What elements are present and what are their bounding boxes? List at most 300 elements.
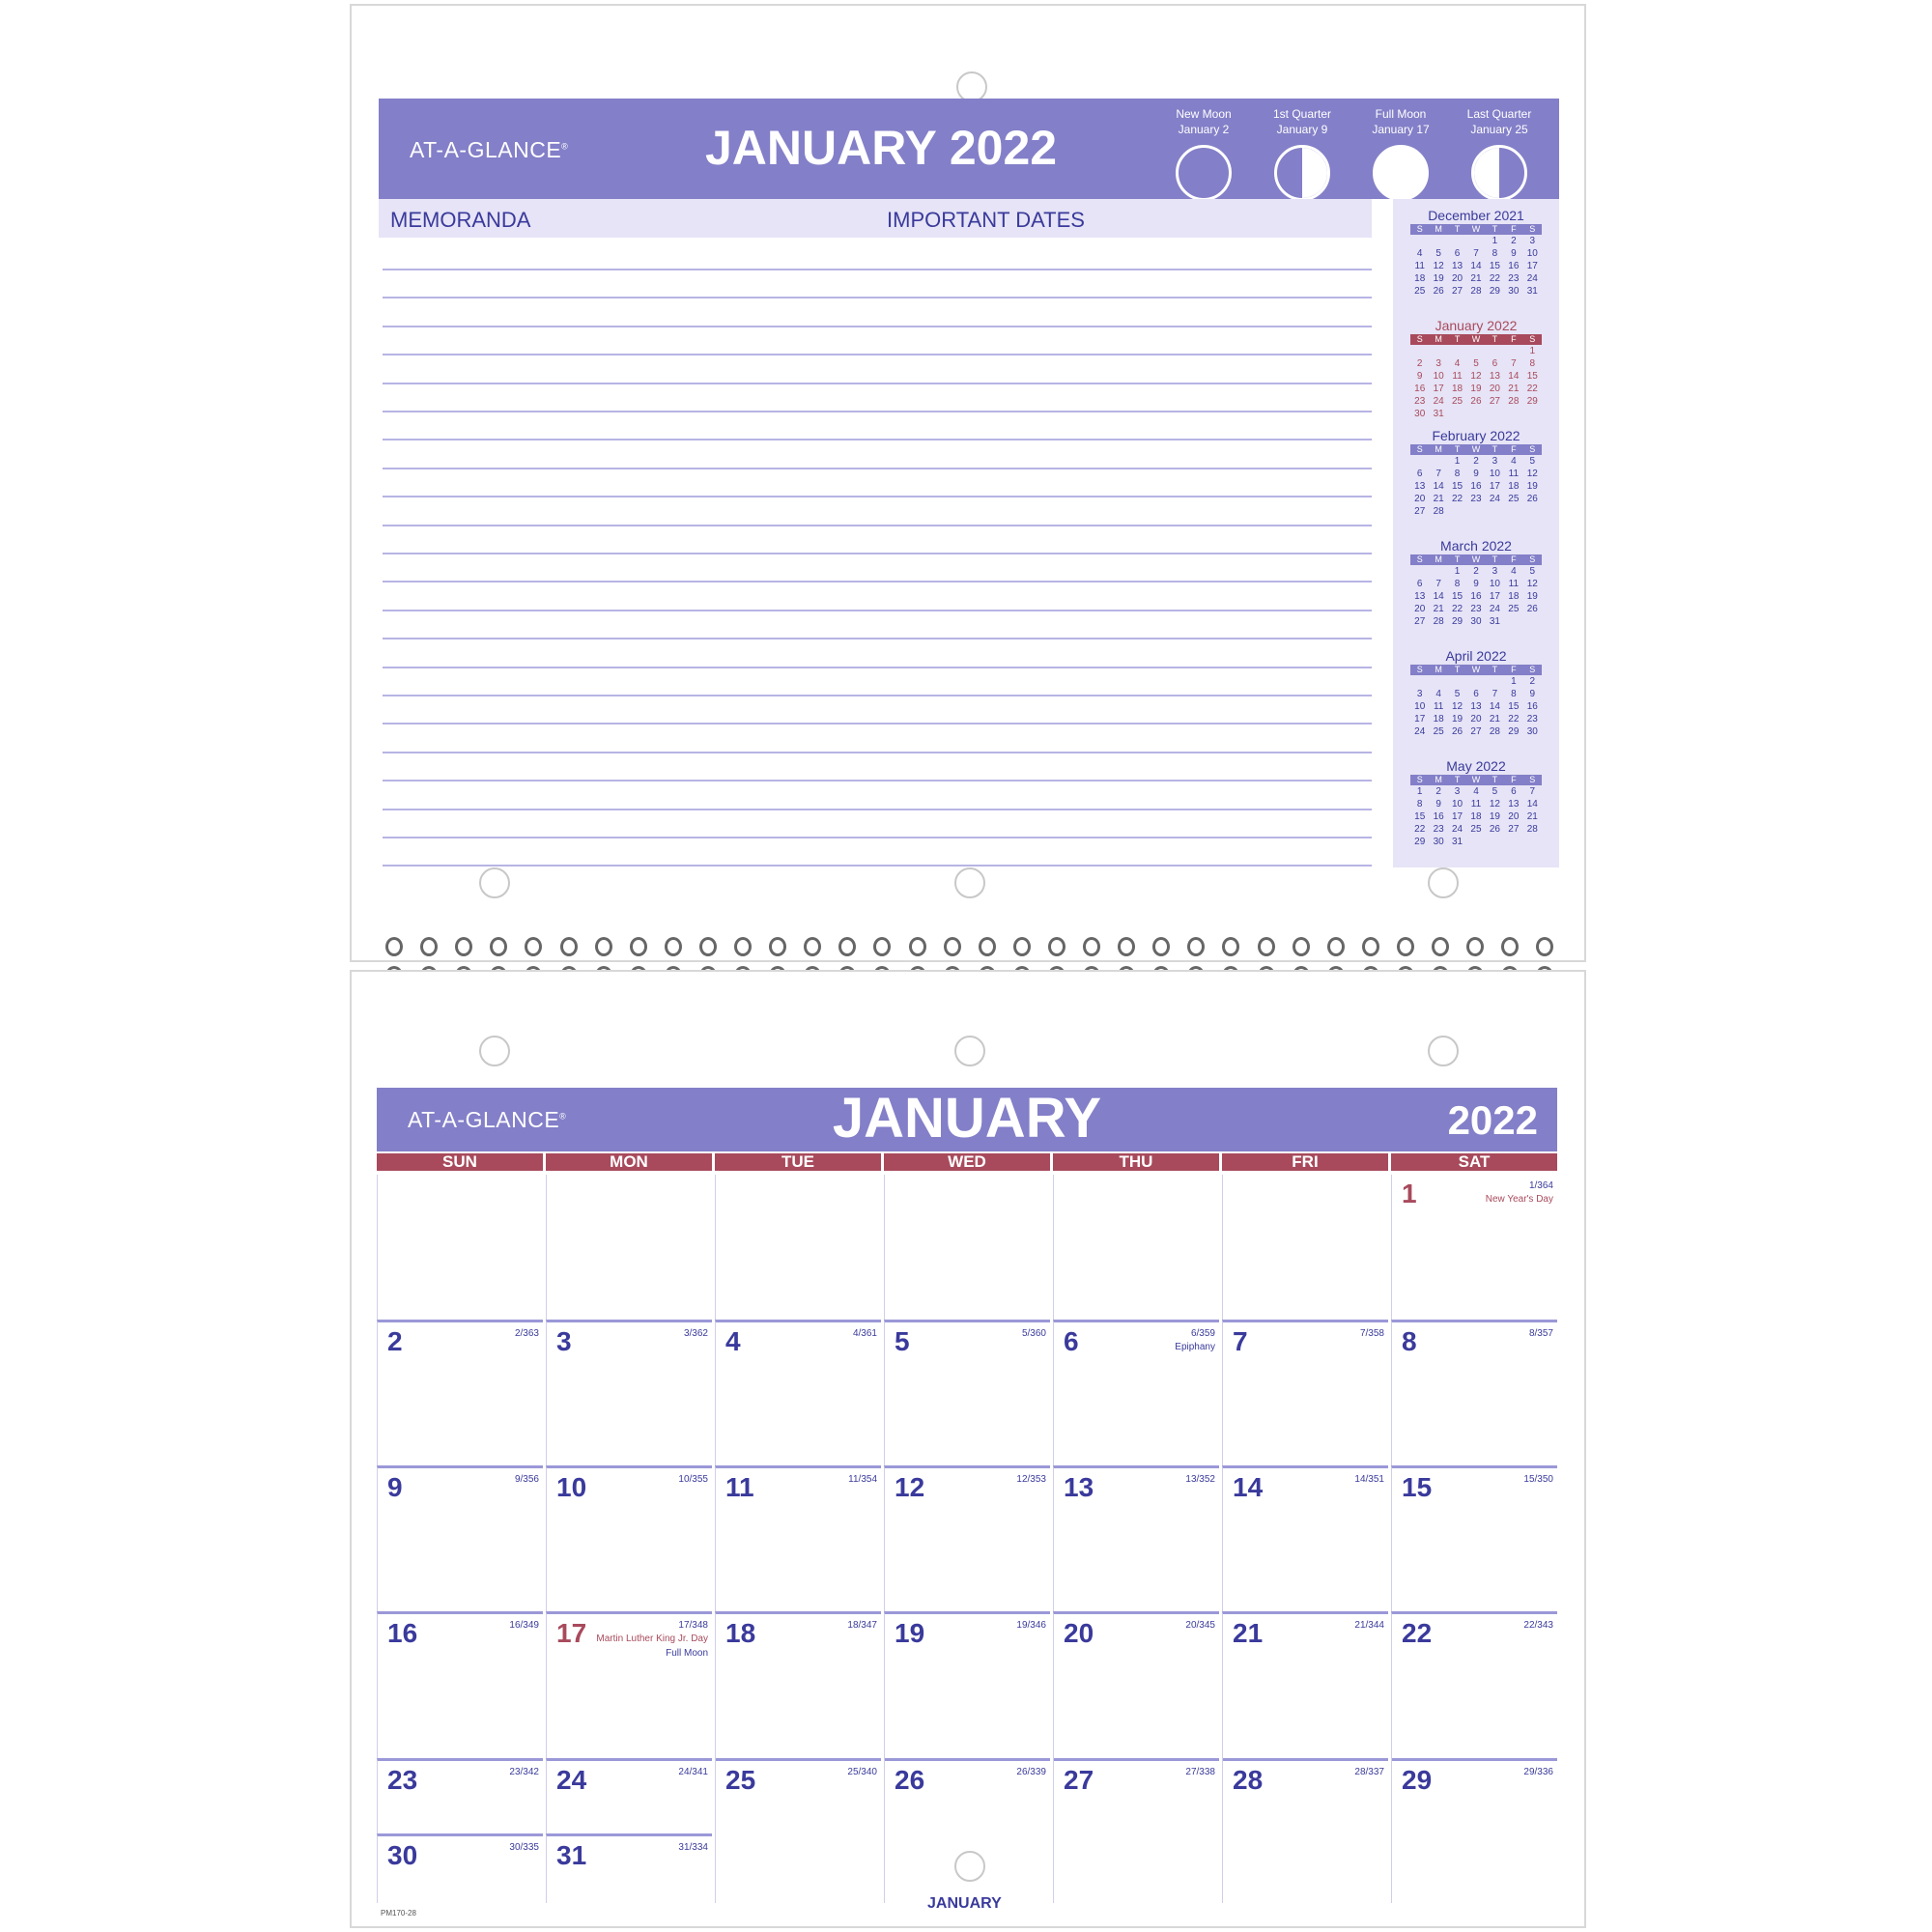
new-moon-icon	[1176, 145, 1232, 201]
day-cell[interactable]	[884, 1758, 1050, 1901]
mini-calendar-title: December 2021	[1428, 208, 1524, 223]
day-cell[interactable]	[1391, 1611, 1557, 1758]
weekday-letter: F	[1511, 334, 1517, 344]
mini-day: 12	[1526, 579, 1538, 589]
day-number: 25	[725, 1765, 756, 1795]
weekday-letter: T	[1454, 775, 1461, 784]
day-number: 21	[1233, 1618, 1264, 1648]
mini-day: 10	[1452, 799, 1463, 810]
mini-day: 24	[1489, 494, 1500, 504]
day-of-year: 12/353	[1016, 1474, 1046, 1485]
mini-day: 9	[1473, 469, 1479, 479]
day-cell[interactable]	[884, 1320, 1050, 1465]
memo-line	[383, 837, 1372, 838]
day-number: 29	[1402, 1765, 1433, 1795]
weekday-sun: SUN	[377, 1153, 543, 1171]
mini-day: 6	[1454, 248, 1461, 259]
mini-day	[1410, 675, 1429, 688]
weekday-letter: T	[1454, 224, 1461, 234]
day-number: 26	[895, 1765, 925, 1795]
day-number: 16	[387, 1618, 418, 1648]
weekday-letter: M	[1435, 334, 1442, 344]
weekday-sat: SAT	[1391, 1153, 1557, 1171]
binding-hole	[1428, 867, 1459, 898]
weekday-tue: TUE	[715, 1153, 881, 1171]
day-cell[interactable]	[1391, 1758, 1557, 1901]
day-cell[interactable]	[884, 1611, 1050, 1758]
mini-day: 30	[1470, 616, 1482, 627]
mini-day: 19	[1452, 714, 1463, 724]
day-cell[interactable]	[1053, 1758, 1219, 1901]
mini-day: 24	[1489, 604, 1500, 614]
mini-day: 7	[1511, 358, 1517, 369]
mini-day: 20	[1489, 384, 1500, 394]
empty-day-cell	[884, 1175, 1050, 1320]
year-label: 2022	[1447, 1097, 1538, 1143]
mini-day: 9	[1511, 248, 1517, 259]
moon-phase-full	[1358, 106, 1443, 201]
mini-day: 4	[1511, 566, 1517, 577]
mini-calendar-title: April 2022	[1445, 648, 1507, 664]
day-cell[interactable]	[1053, 1611, 1219, 1758]
mini-day	[1410, 455, 1429, 468]
mini-day: 11	[1452, 371, 1463, 382]
mini-day: 29	[1452, 616, 1463, 627]
day-of-year: 30/335	[509, 1842, 539, 1853]
mini-day: 6	[1416, 469, 1423, 479]
mini-day: 1	[1416, 786, 1423, 797]
weekday-letter: T	[1492, 554, 1498, 564]
empty-day-cell	[377, 1175, 543, 1320]
mini-day: 16	[1414, 384, 1426, 394]
mini-day: 31	[1452, 837, 1463, 847]
day-cell[interactable]	[546, 1320, 712, 1465]
weekday-letter: M	[1435, 665, 1442, 674]
mini-day: 22	[1508, 714, 1520, 724]
mini-day: 6	[1492, 358, 1498, 369]
day-cell[interactable]	[377, 1320, 543, 1465]
mini-day: 5	[1435, 248, 1441, 259]
mini-day: 8	[1454, 469, 1461, 479]
mini-day: 21	[1526, 811, 1538, 822]
day-cell[interactable]	[1222, 1611, 1388, 1758]
mini-day: 27	[1470, 726, 1482, 737]
mini-day: 7	[1435, 579, 1441, 589]
mini-day: 3	[1435, 358, 1441, 369]
day-of-year: 19/346	[1016, 1620, 1046, 1631]
day-cell[interactable]	[377, 1611, 543, 1758]
mini-day: 20	[1452, 273, 1463, 284]
weekday-letter: F	[1511, 665, 1517, 674]
mini-day: 2	[1529, 676, 1536, 687]
mini-day: 23	[1526, 714, 1538, 724]
day-number: 4	[725, 1326, 741, 1356]
mini-day: 4	[1473, 786, 1479, 797]
memo-line	[383, 297, 1372, 298]
day-of-year: 22/343	[1523, 1620, 1553, 1631]
mini-day: 26	[1526, 604, 1538, 614]
column-rule	[884, 1758, 885, 1903]
day-cell[interactable]	[715, 1465, 881, 1611]
mini-day: 11	[1508, 469, 1520, 479]
mini-day: 8	[1416, 799, 1423, 810]
mini-day: 23	[1508, 273, 1520, 284]
mini-day	[1448, 345, 1466, 357]
memo-line	[383, 383, 1372, 384]
day-cell[interactable]	[1053, 1320, 1219, 1465]
day-of-year: 23/342	[509, 1767, 539, 1777]
weekday-letter: T	[1454, 665, 1461, 674]
mini-day: 10	[1414, 701, 1426, 712]
mini-day: 28	[1526, 824, 1538, 835]
weekday-letter: S	[1416, 334, 1423, 344]
mini-day: 21	[1470, 273, 1482, 284]
mini-day: 3	[1492, 566, 1498, 577]
mini-day: 27	[1414, 506, 1426, 517]
top-header-band	[379, 99, 1559, 199]
mini-calendar-days	[1410, 235, 1542, 298]
mini-day: 24	[1433, 396, 1444, 407]
mini-day: 6	[1473, 689, 1479, 699]
day-of-year: 8/357	[1528, 1328, 1553, 1339]
moon-phase-date: January 9	[1276, 123, 1328, 136]
mini-day: 28	[1433, 616, 1444, 627]
moon-phase-last-quarter	[1457, 106, 1542, 201]
empty-day-cell	[1222, 1175, 1388, 1320]
mini-day: 1	[1492, 236, 1498, 246]
mini-day	[1466, 345, 1485, 357]
mini-day: 29	[1508, 726, 1520, 737]
mini-day: 26	[1526, 494, 1538, 504]
mini-day: 2	[1416, 358, 1423, 369]
mini-calendar-title: February 2022	[1432, 428, 1520, 443]
day-cell[interactable]	[377, 1465, 543, 1611]
mini-day: 31	[1526, 286, 1538, 297]
mini-day: 26	[1433, 286, 1444, 297]
moon-phase-date: January 17	[1372, 123, 1430, 136]
memo-line	[383, 354, 1372, 355]
mini-day: 7	[1473, 248, 1479, 259]
empty-day-cell	[1053, 1175, 1219, 1320]
mini-day: 3	[1529, 236, 1536, 246]
day-cell[interactable]	[1053, 1465, 1219, 1611]
day-of-year: 15/350	[1523, 1474, 1553, 1485]
day-of-year: 4/361	[852, 1328, 877, 1339]
day-number: 28	[1233, 1765, 1264, 1795]
day-of-year: 28/337	[1354, 1767, 1384, 1777]
mini-day: 29	[1489, 286, 1500, 297]
mini-calendar	[1410, 427, 1542, 518]
mini-day: 27	[1452, 286, 1463, 297]
mini-day: 26	[1452, 726, 1463, 737]
day-cell[interactable]	[1222, 1465, 1388, 1611]
day-of-year: 31/334	[678, 1842, 708, 1853]
mini-day: 31	[1433, 409, 1444, 419]
day-cell[interactable]	[715, 1320, 881, 1465]
mini-day: 19	[1433, 273, 1444, 284]
mini-day: 23	[1433, 824, 1444, 835]
mini-day: 22	[1452, 604, 1463, 614]
weekday-letter: S	[1529, 554, 1536, 564]
weekday-letter: S	[1416, 775, 1423, 784]
mini-day: 1	[1454, 566, 1461, 577]
day-of-year: 5/360	[1021, 1328, 1046, 1339]
day-number: 30	[387, 1840, 418, 1870]
mini-calendar-panel	[1393, 199, 1559, 867]
mini-calendar-days	[1410, 455, 1542, 518]
day-cell[interactable]	[546, 1833, 712, 1903]
mini-day: 7	[1529, 786, 1536, 797]
memo-line	[383, 752, 1372, 753]
weekday-letter: S	[1529, 665, 1536, 674]
mini-day: 9	[1435, 799, 1441, 810]
day-of-year: 26/339	[1016, 1767, 1046, 1777]
day-number: 8	[1402, 1326, 1417, 1356]
mini-calendar-days	[1410, 675, 1542, 738]
day-number: 22	[1402, 1618, 1433, 1648]
day-number: 17	[556, 1618, 587, 1648]
mini-day: 16	[1470, 481, 1482, 492]
memo-line	[383, 553, 1372, 554]
day-notes	[1175, 1342, 1215, 1352]
day-cell[interactable]	[546, 1465, 712, 1611]
weekday-letter: W	[1471, 775, 1481, 784]
mini-day: 14	[1526, 799, 1538, 810]
weekday-letter: T	[1454, 334, 1461, 344]
weekday-letter: M	[1435, 224, 1442, 234]
mini-day: 25	[1508, 494, 1520, 504]
mini-day: 22	[1489, 273, 1500, 284]
mini-day: 16	[1433, 811, 1444, 822]
weekday-letter: T	[1492, 444, 1498, 454]
day-of-year: 16/349	[509, 1620, 539, 1631]
mini-day	[1410, 345, 1429, 357]
mini-day	[1466, 235, 1485, 247]
mini-day: 14	[1489, 701, 1500, 712]
mini-calendar	[1410, 757, 1542, 848]
memo-line	[383, 638, 1372, 639]
memo-line	[383, 496, 1372, 497]
day-of-year: 14/351	[1354, 1474, 1384, 1485]
mini-day	[1429, 675, 1447, 688]
moon-note: Full Moon	[666, 1648, 708, 1659]
day-cell[interactable]	[884, 1465, 1050, 1611]
day-of-year: 10/355	[678, 1474, 708, 1485]
footer-month-label: JANUARY	[927, 1895, 1002, 1912]
moon-phase-label: 1st Quarter	[1272, 107, 1332, 121]
mini-day	[1448, 235, 1466, 247]
mini-calendar-title: January 2022	[1435, 318, 1518, 333]
day-cell[interactable]	[1391, 1320, 1557, 1465]
mini-day	[1448, 675, 1466, 688]
mini-day: 5	[1454, 689, 1461, 699]
mini-day: 19	[1526, 591, 1538, 602]
mini-day: 4	[1416, 248, 1423, 259]
full-moon-icon	[1373, 145, 1429, 201]
mini-day: 6	[1416, 579, 1423, 589]
day-number: 1	[1402, 1179, 1417, 1208]
day-of-year: 24/341	[678, 1767, 708, 1777]
mini-day: 25	[1414, 286, 1426, 297]
mini-day: 17	[1414, 714, 1426, 724]
month-header-band	[377, 1088, 1557, 1151]
mini-calendar-weekdays	[1410, 224, 1542, 235]
memo-line	[383, 723, 1372, 724]
mini-calendar-days	[1410, 785, 1542, 848]
brand-logo: AT-A-GLANCE®	[410, 137, 569, 162]
day-of-year: 17/348	[678, 1620, 708, 1631]
mini-day: 13	[1452, 261, 1463, 271]
weekday-letter: M	[1435, 554, 1442, 564]
day-of-year: 1/364	[1528, 1180, 1553, 1191]
day-cell[interactable]	[1222, 1758, 1388, 1901]
mini-day: 9	[1473, 579, 1479, 589]
day-number: 20	[1064, 1618, 1094, 1648]
last-quarter-moon-icon	[1471, 145, 1527, 201]
binding-hole	[479, 867, 510, 898]
day-number: 11	[725, 1472, 754, 1502]
mini-day: 22	[1452, 494, 1463, 504]
weekday-letter: W	[1471, 665, 1481, 674]
mini-day: 13	[1414, 591, 1426, 602]
day-cell[interactable]	[377, 1833, 543, 1903]
mini-day: 28	[1508, 396, 1520, 407]
mini-day: 19	[1470, 384, 1482, 394]
day-of-year: 6/359	[1190, 1328, 1215, 1339]
first-quarter-moon-icon	[1274, 145, 1330, 201]
mini-day: 4	[1511, 456, 1517, 467]
mini-day	[1429, 345, 1447, 357]
empty-day-cell	[546, 1175, 712, 1320]
mini-day: 24	[1526, 273, 1538, 284]
weekday-letter: T	[1454, 444, 1461, 454]
mini-day: 20	[1414, 494, 1426, 504]
mini-day: 17	[1489, 591, 1500, 602]
mini-day: 2	[1511, 236, 1517, 246]
mini-calendar	[1410, 317, 1542, 420]
month-title: JANUARY	[832, 1087, 1102, 1150]
day-cell[interactable]	[1391, 1465, 1557, 1611]
mini-day: 30	[1508, 286, 1520, 297]
day-cell[interactable]	[1222, 1320, 1388, 1465]
day-of-year: 18/347	[847, 1620, 877, 1631]
day-cell[interactable]	[715, 1758, 881, 1901]
mini-day: 3	[1416, 689, 1423, 699]
day-number: 18	[725, 1618, 756, 1648]
mini-day	[1429, 565, 1447, 578]
moon-phase-label: New Moon	[1176, 107, 1232, 121]
mini-day: 15	[1414, 811, 1426, 822]
page-title: JANUARY 2022	[705, 121, 1058, 175]
memo-line	[383, 865, 1372, 867]
memo-line	[383, 468, 1372, 469]
day-cell[interactable]	[1391, 1175, 1557, 1320]
mini-day: 8	[1454, 579, 1461, 589]
weekday-thu: THU	[1053, 1153, 1219, 1171]
mini-day: 16	[1526, 701, 1538, 712]
weekday-letter: S	[1416, 665, 1423, 674]
day-cell[interactable]	[377, 1758, 543, 1833]
mini-calendar-weekdays	[1410, 665, 1542, 675]
mini-day: 4	[1454, 358, 1461, 369]
mini-day: 30	[1526, 726, 1538, 737]
weekday-letter: T	[1454, 554, 1461, 564]
mini-day	[1466, 675, 1485, 688]
day-number: 27	[1064, 1765, 1094, 1795]
mini-day: 7	[1492, 689, 1498, 699]
weekday-letter: T	[1492, 334, 1498, 344]
mini-day: 15	[1526, 371, 1538, 382]
day-number: 13	[1064, 1472, 1094, 1502]
mini-day: 12	[1526, 469, 1538, 479]
weekday-letter: S	[1529, 444, 1536, 454]
column-rule	[1053, 1758, 1054, 1903]
weekday-letter: F	[1511, 554, 1517, 564]
mini-day: 11	[1414, 261, 1425, 271]
mini-day: 17	[1452, 811, 1463, 822]
day-of-year: 20/345	[1185, 1620, 1215, 1631]
mini-day: 19	[1526, 481, 1538, 492]
brand-logo: AT-A-GLANCE®	[408, 1107, 567, 1132]
day-of-year: 11/354	[848, 1474, 877, 1485]
mini-day	[1429, 235, 1447, 247]
mini-day: 20	[1470, 714, 1482, 724]
memo-line	[383, 525, 1372, 526]
memo-page	[350, 4, 1586, 962]
mini-day: 30	[1433, 837, 1444, 847]
mini-calendar-title: May 2022	[1446, 758, 1506, 774]
day-of-year: 9/356	[514, 1474, 539, 1485]
weekday-wed: WED	[884, 1153, 1050, 1171]
mini-day: 12	[1433, 261, 1444, 271]
day-cell[interactable]	[546, 1611, 712, 1758]
memo-line	[383, 411, 1372, 412]
mini-day: 20	[1414, 604, 1426, 614]
weekday-fri: FRI	[1222, 1153, 1388, 1171]
day-cell[interactable]	[546, 1758, 712, 1833]
memo-line	[383, 269, 1372, 270]
mini-day: 24	[1452, 824, 1463, 835]
mini-calendar	[1410, 207, 1542, 298]
mini-day: 27	[1414, 616, 1426, 627]
day-number: 15	[1402, 1472, 1433, 1502]
mini-day: 11	[1433, 701, 1444, 712]
mini-day: 18	[1508, 591, 1520, 602]
mini-day: 16	[1508, 261, 1520, 271]
day-of-year: 7/358	[1359, 1328, 1384, 1339]
weekday-letter: S	[1416, 554, 1423, 564]
mini-day: 14	[1508, 371, 1520, 382]
day-of-year: 27/338	[1185, 1767, 1215, 1777]
mini-day: 21	[1433, 604, 1444, 614]
column-rule	[1391, 1758, 1392, 1903]
mini-day: 18	[1414, 273, 1426, 284]
mini-day: 14	[1433, 481, 1444, 492]
mini-day: 25	[1433, 726, 1444, 737]
mini-day: 14	[1433, 591, 1444, 602]
mini-day: 8	[1492, 248, 1498, 259]
mini-day: 2	[1473, 566, 1479, 577]
day-cell[interactable]	[715, 1611, 881, 1758]
mini-day	[1410, 565, 1429, 578]
mini-day: 14	[1470, 261, 1482, 271]
mini-day: 27	[1508, 824, 1520, 835]
mini-day: 25	[1470, 824, 1482, 835]
mini-calendar	[1410, 647, 1542, 738]
mini-day: 4	[1435, 689, 1441, 699]
binding-hole	[1428, 1036, 1459, 1066]
mini-day: 1	[1529, 346, 1536, 356]
